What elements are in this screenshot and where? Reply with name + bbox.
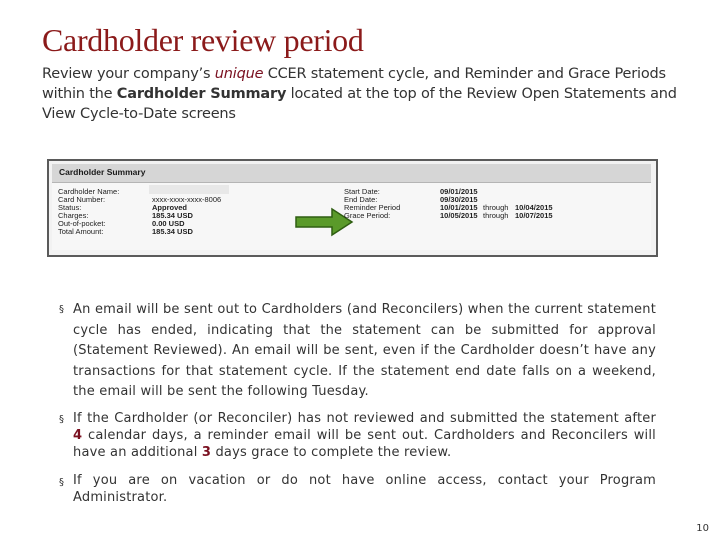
summary-label-cardholder-name: Cardholder Name: (58, 187, 120, 196)
summary-value-status: Approved (152, 203, 188, 212)
cardholder-name-redacted (149, 185, 229, 194)
bullet-marker: § (59, 477, 64, 488)
summary-value-charges: 185.34 USD (152, 211, 193, 220)
summary-label-grace-period: Grace Period: (344, 211, 391, 220)
bullet-text: calendar days, a reminder email will be sent out. Cardholders and Reconcilers will have an additional (73, 428, 656, 460)
cardholder-summary-screenshot (47, 159, 658, 257)
summary-label-status: Status: (58, 203, 82, 212)
summary-label-start-date: Start Date: (344, 187, 380, 196)
page-number: 10 (696, 523, 709, 534)
reminder-days-number: 4 (73, 428, 83, 443)
summary-value-grace-start: 10/05/2015 (440, 211, 478, 220)
bullet-marker: § (59, 304, 64, 315)
summary-through-grace: through (483, 211, 509, 220)
summary-value-grace-end: 10/07/2015 (515, 211, 553, 220)
bullet-text: If the Cardholder (or Reconciler) has not reviewed and submitted the statement after (73, 411, 656, 426)
summary-value-reminder-end: 10/04/2015 (515, 203, 553, 212)
summary-header-bar (52, 164, 651, 183)
summary-value-out-of-pocket: 0.00 USD (152, 219, 185, 228)
summary-value-card-number: xxxx-xxxx-xxxx-8006 (152, 195, 222, 204)
summary-through-reminder: through (483, 203, 509, 212)
summary-label-end-date: End Date: (344, 195, 378, 204)
summary-value-total-amount: 185.34 USD (152, 227, 193, 236)
summary-value-start-date: 09/01/2015 (440, 187, 478, 196)
intro-cardholder-summary-emphasis: Cardholder Summary (116, 86, 287, 102)
summary-label-card-number: Card Number: (58, 195, 106, 204)
bullet-item-email-notice: An email will be sent out to Cardholders (and Reconcilers) when the current statement cycle has ended, indicating that the statement can be submitted for approval (Statement Reviewed). An email will be sent, even if the Cardholder doesn’t have any transactions for that statement cycle. If the statement end date falls on a weekend, the email will be sent the following Tuesday. (73, 302, 656, 399)
intro-unique-emphasis: unique (214, 66, 264, 82)
intro-text-2: CCER statement cycle, and Reminder and Grace Periods within the (42, 66, 666, 102)
summary-value-reminder-start: 10/01/2015 (440, 203, 478, 212)
summary-label-out-of-pocket: Out-of-pocket: (58, 219, 106, 228)
summary-label-total-amount: Total Amount: (58, 227, 104, 236)
bullet-item-reminder (73, 410, 656, 461)
bullet-item-vacation: If you are on vacation or do not have online access, contact your Program Administrator. (73, 473, 656, 505)
intro-text-1: Review your company’s (42, 66, 215, 82)
page-title: Cardholder review period (42, 22, 364, 58)
summary-label-reminder-period: Reminder Period (344, 203, 401, 212)
bullet-text: days grace to complete the review. (211, 445, 452, 460)
grace-days-number: 3 (201, 445, 212, 460)
summary-label-charges: Charges: (58, 211, 89, 220)
intro-paragraph (42, 64, 682, 124)
summary-body (52, 183, 651, 250)
bullet-marker: § (59, 414, 64, 425)
summary-header-title: Cardholder Summary (59, 167, 146, 177)
summary-value-end-date: 09/30/2015 (440, 195, 478, 204)
intro-text-3: located at the top of the Review Open Statements and View Cycle-to-Date screens (42, 86, 677, 122)
